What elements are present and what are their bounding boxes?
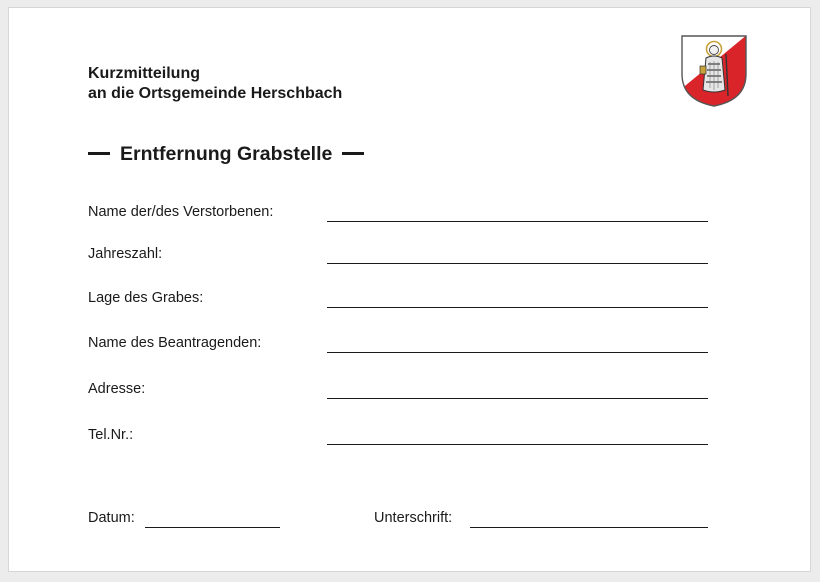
field-date bbox=[88, 508, 280, 528]
field-label: Name des Beantragenden: bbox=[88, 335, 262, 351]
field-label: Adresse: bbox=[88, 381, 146, 397]
field-applicant-name bbox=[88, 333, 708, 353]
form-header bbox=[88, 64, 342, 104]
field-input-line[interactable] bbox=[327, 221, 708, 222]
signature-label: Unterschrift: bbox=[374, 510, 453, 526]
field-input-line[interactable] bbox=[327, 263, 708, 264]
field-phone bbox=[88, 425, 708, 445]
form-title bbox=[88, 141, 364, 167]
coat-of-arms-icon bbox=[680, 34, 748, 108]
header-line-1: Kurzmitteilung bbox=[88, 65, 200, 82]
field-address bbox=[88, 379, 708, 399]
signature-input-line[interactable] bbox=[470, 527, 708, 528]
field-deceased-name bbox=[88, 202, 708, 222]
field-label: Name der/des Verstorbenen: bbox=[88, 204, 274, 220]
field-label: Tel.Nr.: bbox=[88, 427, 134, 443]
date-label: Datum: bbox=[88, 510, 135, 526]
form-title-text: Erntfernung Grabstelle bbox=[120, 143, 333, 165]
date-input-line[interactable] bbox=[145, 527, 280, 528]
field-signature bbox=[374, 508, 708, 528]
field-input-line[interactable] bbox=[327, 444, 708, 445]
title-dash-left bbox=[88, 152, 110, 155]
field-input-line[interactable] bbox=[327, 398, 708, 399]
field-label: Jahreszahl: bbox=[88, 246, 163, 262]
form-sheet bbox=[8, 7, 811, 572]
field-input-line[interactable] bbox=[327, 307, 708, 308]
header-line-2: an die Ortsgemeinde Herschbach bbox=[88, 85, 343, 102]
field-year bbox=[88, 244, 708, 264]
field-grave-location bbox=[88, 288, 708, 308]
field-label: Lage des Grabes: bbox=[88, 290, 204, 306]
field-input-line[interactable] bbox=[327, 352, 708, 353]
title-dash-right bbox=[342, 152, 364, 155]
